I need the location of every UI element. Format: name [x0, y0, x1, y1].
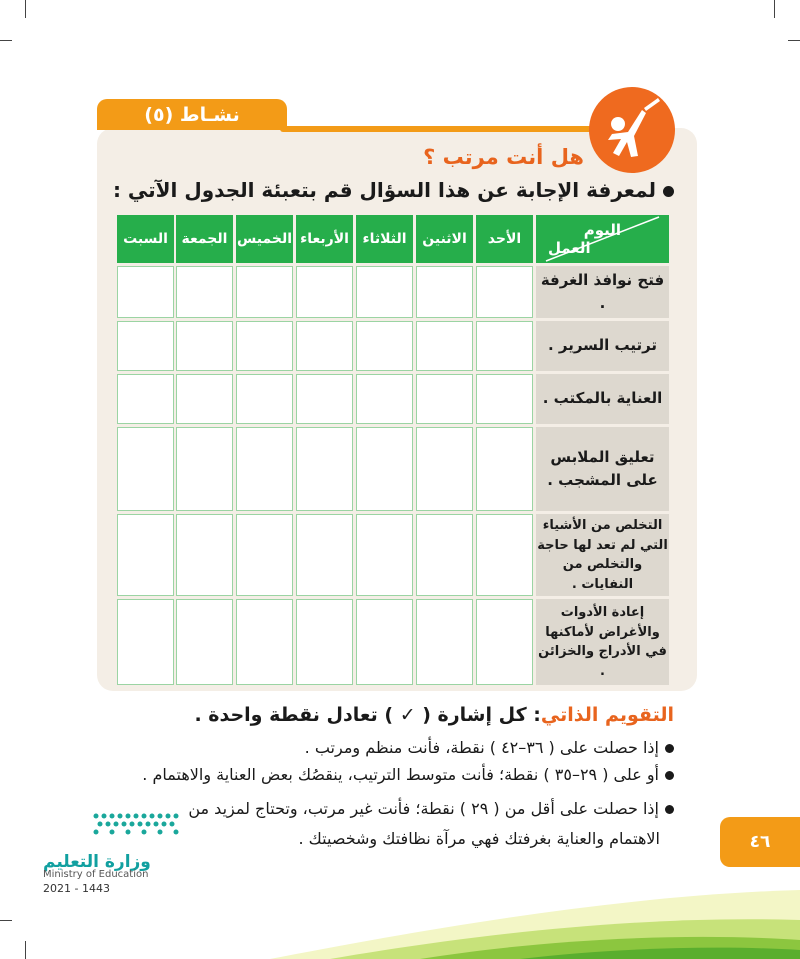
task-label: تعليق الملابس على المشجب .	[536, 427, 669, 511]
evaluation-bullet: إذا حصلت على ( ٣٦–٤٢ ) نقطة، فأنت منظم ومرتب .	[305, 738, 674, 757]
check-cell[interactable]	[176, 374, 233, 424]
instruction-label: لمعرفة الإجابة عن هذا السؤال قم بتعبئة الجدول الآتي :	[112, 178, 656, 202]
crop-mark	[774, 0, 775, 18]
check-cell[interactable]	[416, 266, 473, 318]
check-cell[interactable]	[476, 266, 533, 318]
check-cell[interactable]	[296, 374, 353, 424]
task-label: ترتيب السرير .	[536, 321, 669, 371]
check-cell[interactable]	[476, 321, 533, 371]
activity-tab: نشـاط (٥)	[97, 99, 287, 130]
check-cell[interactable]	[296, 321, 353, 371]
ministry-name-english: Ministry of Education	[43, 869, 149, 880]
check-cell[interactable]	[236, 514, 293, 596]
check-cell[interactable]	[416, 599, 473, 685]
check-cell[interactable]	[476, 599, 533, 685]
activity-logo-icon	[588, 86, 676, 174]
check-cell[interactable]	[176, 427, 233, 511]
evaluation-bullet-continuation: الاهتمام والعناية بغرفتك فهي مرآة نظافتك وشخصيتك .	[298, 829, 660, 848]
header-band	[280, 126, 615, 132]
evaluation-bullet: إذا حصلت على أقل من ( ٢٩ ) نقطة؛ فأنت غير مرتب، وتحتاج لمزيد من	[188, 799, 674, 818]
evaluation-title: التقويم الذاتي	[540, 704, 674, 726]
activity-question: هل أنت مرتب ؟	[423, 145, 584, 169]
check-cell[interactable]	[117, 514, 174, 596]
check-cell[interactable]	[176, 514, 233, 596]
check-cell[interactable]	[176, 599, 233, 685]
check-cell[interactable]	[356, 266, 413, 318]
bullet-dot-icon	[665, 744, 674, 753]
check-cell[interactable]	[176, 266, 233, 318]
check-cell[interactable]	[296, 599, 353, 685]
day-header-sunday: الأحد	[476, 215, 533, 263]
check-cell[interactable]	[296, 427, 353, 511]
page-number: ٤٦	[720, 817, 800, 867]
crop-mark	[788, 40, 800, 41]
check-cell[interactable]	[236, 321, 293, 371]
check-cell[interactable]	[117, 321, 174, 371]
task-label: العناية بالمكتب .	[536, 374, 669, 424]
check-cell[interactable]	[117, 427, 174, 511]
corner-day-label: اليوم	[583, 221, 621, 239]
task-label: فتح نوافذ الغرفة .	[536, 266, 669, 318]
check-cell[interactable]	[356, 514, 413, 596]
edition-year: 2021 - 1443	[43, 882, 110, 895]
crop-mark	[0, 40, 12, 41]
day-header-wednesday: الأربعاء	[296, 215, 353, 263]
bullet-dot-icon	[663, 186, 674, 197]
evaluation-rule: : كل إشارة ( ✓ ) تعادل نقطة واحدة .	[194, 704, 541, 726]
check-cell[interactable]	[416, 427, 473, 511]
check-cell[interactable]	[476, 514, 533, 596]
instruction-text	[113, 178, 674, 202]
check-cell[interactable]	[176, 321, 233, 371]
day-header-saturday: السبت	[117, 215, 174, 263]
check-cell[interactable]	[416, 514, 473, 596]
day-header-monday: الاثنين	[416, 215, 473, 263]
check-cell[interactable]	[476, 427, 533, 511]
check-cell[interactable]	[117, 374, 174, 424]
check-cell[interactable]	[236, 427, 293, 511]
table-header-corner	[536, 215, 669, 263]
self-evaluation-heading	[194, 704, 674, 726]
check-cell[interactable]	[236, 599, 293, 685]
task-label: التخلص من الأشياء التي لم تعد لها حاجة والتخلص من النفايات .	[536, 514, 669, 596]
day-header-thursday: الخميس	[236, 215, 293, 263]
crop-mark	[25, 0, 26, 18]
day-header-tuesday: الثلاثاء	[356, 215, 413, 263]
bullet-dot-icon	[665, 805, 674, 814]
ministry-dots-icon	[90, 812, 180, 842]
check-cell[interactable]	[236, 266, 293, 318]
ministry-name-arabic: وزارة التعليم	[43, 852, 151, 872]
check-cell[interactable]	[356, 599, 413, 685]
check-cell[interactable]	[236, 374, 293, 424]
bullet-dot-icon	[665, 771, 674, 780]
corner-activity-label: العمل	[548, 239, 591, 257]
check-cell[interactable]	[117, 266, 174, 318]
day-header-friday: الجمعة	[176, 215, 233, 263]
check-cell[interactable]	[356, 321, 413, 371]
check-cell[interactable]	[416, 374, 473, 424]
evaluation-bullet: أو على ( ٢٩–٣٥ ) نقطة؛ فأنت متوسط الترتيب، ينقصُك بعض العناية والاهتمام .	[142, 765, 674, 784]
check-cell[interactable]	[416, 321, 473, 371]
check-cell[interactable]	[356, 374, 413, 424]
check-cell[interactable]	[296, 514, 353, 596]
task-label: إعادة الأدوات والأغراض لأماكنها في الأدراج والخزائن .	[536, 599, 669, 685]
check-cell[interactable]	[476, 374, 533, 424]
check-cell[interactable]	[296, 266, 353, 318]
check-cell[interactable]	[117, 599, 174, 685]
check-cell[interactable]	[356, 427, 413, 511]
